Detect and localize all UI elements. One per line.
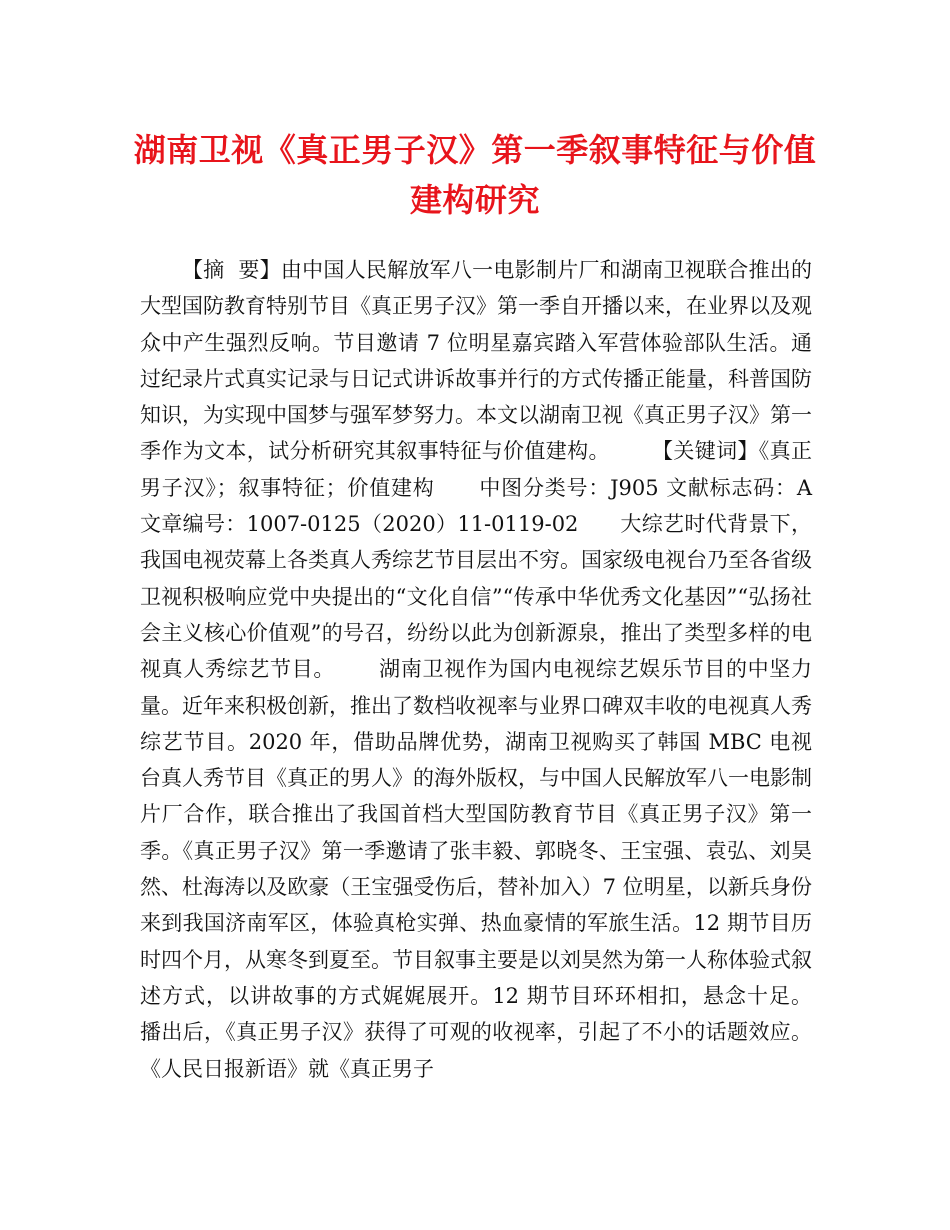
document-body-text: 【摘 要】由中国人民解放军八一电影制片厂和湖南卫视联合推出的大型国防教育特别节目《真正男子汉》第一季自开播以来，在业界以及观众中产生强烈反响。节目邀请 7 位明星嘉宾踏入军营体验部队生活。通过纪录片式真实记录与日记式讲诉故事并行的方式传播正能量，科普国防知识，为实现中国梦与强军梦努力。本文以湖南卫视《真正男子汉》第一季作为文本，试分析研究其叙事特征与价值建构。 【关键词】《真正男子汉》；叙事特征；价值建构 中图分类号：J905 文献标志码：A 文章编号：1007-0125（2020）11-0119-02 大综艺时代背景下，我国电视荧幕上各类真人秀综艺节目层出不穷。国家级电视台乃至各省级卫视积极响应党中央提出的“文化自信”“传承中华优秀文化基因”“弘扬社会主义核心价值观”的号召，纷纷以此为创新源泉，推出了类型多样的电视真人秀综艺节目。 湖南卫视作为国内电视综艺娱乐节目的中坚力量。近年来积极创新，推出了数档收视率与业界口碑双丰收的电视真人秀综艺节目。2020 年，借助品牌优势，湖南卫视购买了韩国 MBC 电视台真人秀节目《真正的男人》的海外版权，与中国人民解放军八一电影制片厂合作，联合推出了我国首档大型国防教育节目《真正男子汉》第一季。《真正男子汉》第一季邀请了张丰毅、郭晓冬、王宝强、袁弘、刘昊然、杜海涛以及欧豪（王宝强受伤后，替补加入）7 位明星，以新兵身份来到我国济南军区，体验真枪实弹、热血豪情的军旅生活。12 期节目历时四个月，从寒冬到夏至。节目叙事主要是以刘昊然为第一人称体验式叙述方式，以讲故事的方式娓娓展开。12 期节目环环相扣，悬念十足。 播出后，《真正男子汉》获得了可观的收视率，引起了不小的话题效应。《人民日报新语》就《真正男子 xyxy=(140,258,853,1081)
document-title: 湖南卫视《真正男子汉》第一季叙事特征与价值建构研究 xyxy=(133,131,817,219)
